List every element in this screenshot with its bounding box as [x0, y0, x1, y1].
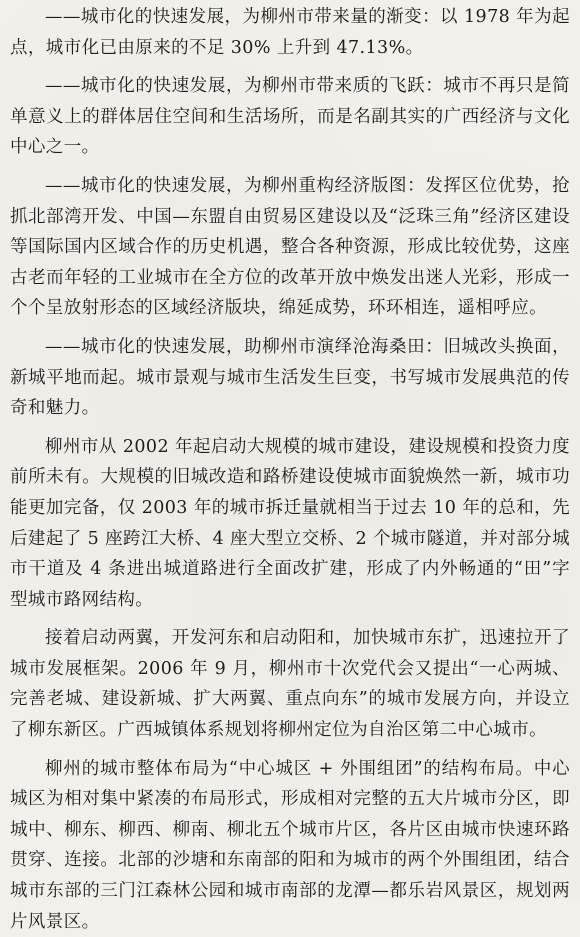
- paragraph-urbanization-quality: ——城市化的快速发展，为柳州市带来质的飞跃：城市不再只是简单意义上的群体居住空间和生活场所，而是名副其实的广西经济与文化中心之一。: [10, 76, 570, 158]
- paragraph-economic-map: ——城市化的快速发展，为柳州重构经济版图：发挥区位优势，抢抓北部湾开发、中国—东盟自由贸易区建设以及“泛珠三角”经济区建设等国际国内区域合作的历史机遇，整合各种资源，形成比较优势，这座古老而年轻的工业城市在全方位的改革开放中焕发出迷人光彩，形成一个个呈放射形态的区域经济版块，绵延成势，环环相连，遥相呼应。: [10, 175, 570, 319]
- paragraph-city-transformation: ——城市化的快速发展，助柳州市演绎沧海桑田：旧城改头换面，新城平地而起。城市景观与城市生活发生巨变，书写城市发展典范的传奇和魅力。: [10, 336, 570, 419]
- paragraph-two-wings: 接着启动两翼，开发河东和启动阳和，加快城市东扩，迅速拉开了城市发展框架。2006 年 9 月，柳州市十次党代会又提出“一心两城、完善老城、建设新城、扩大两翼、重点向东”的城市发展方向，并设立了柳东新区。广西城镇体系规划将柳州定位为自治区第二中心城市。: [10, 628, 570, 741]
- paragraph-urbanization-quantity: ——城市化的快速发展，为柳州市带来量的渐变：以 1978 年为起点，城市化已由原来的不足 30% 上升到 47.13%。: [10, 7, 570, 58]
- paragraph-city-construction: 柳州市从 2002 年起启动大规模的城市建设，建设规模和投资力度前所未有。大规模的旧城改造和路桥建设使城市面貌焕然一新，城市功能更加完备，仅 2003 年的城市拆迁量就相当于过去 10 年的总和，先后建起了 5 座跨江大桥、4 座大型立交桥、2 个城市隧道，并对部分城市干道及 4 条进出城道路进行全面改扩建，形成了内外畅通的“田”字型城市路网结构。: [10, 436, 570, 610]
- paragraph-city-layout: 柳州的城市整体布局为“中心城区 + 外围组团”的结构布局。中心城区为相对集中紧凑的布局形式，形成相对完整的五大片城市分区，即城中、柳东、柳西、柳南、柳北五个城市片区，各片区由城市快速环路贯穿、连接。北部的沙塘和东南部的阳和为城市的两个外围组团，结合城市东部的三门江森林公园和城市南部的龙潭—都乐岩风景区，规划两片风景区。: [10, 758, 570, 932]
